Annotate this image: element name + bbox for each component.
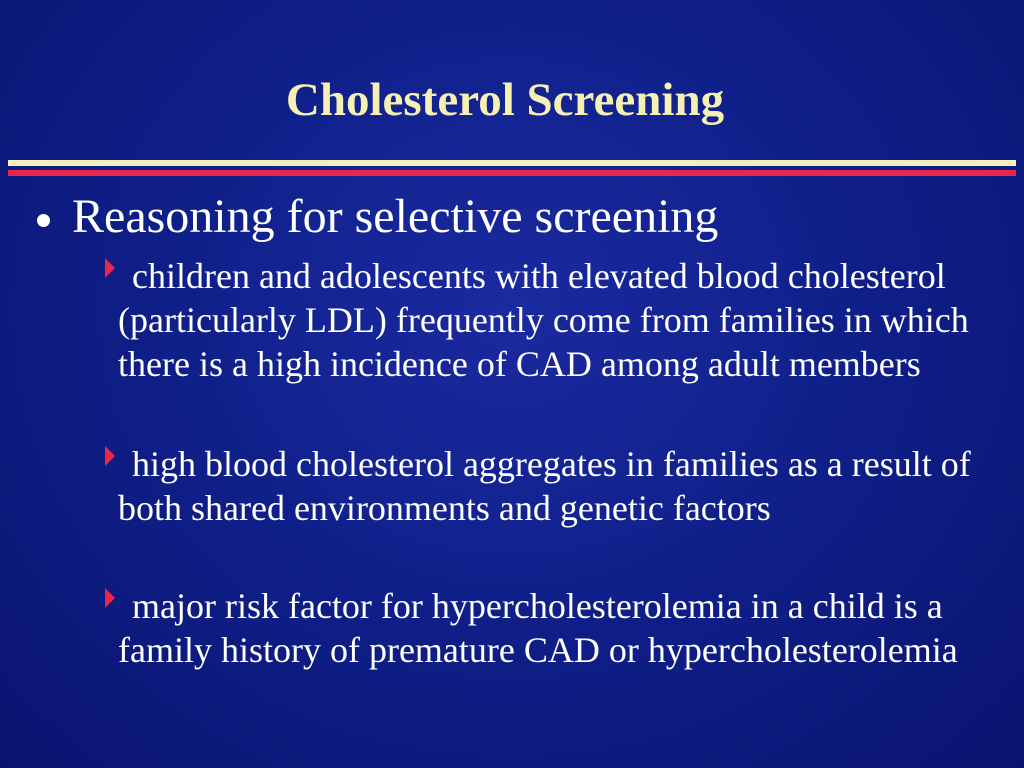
bullet-dot-icon: [37, 214, 50, 227]
title-divider-cream: [8, 160, 1016, 166]
sub-bullet-2: high blood cholesterol aggregates in families as a result of both shared environments and genetic factors: [118, 444, 971, 528]
sub-bullet-1: children and adolescents with elevated blood cholesterol (particularly LDL) frequently come from families in which there is a high incidence of CAD among adult members: [118, 256, 969, 384]
triangle-bullet-icon: [105, 258, 115, 278]
triangle-bullet-icon: [105, 446, 115, 466]
bullet-heading: Reasoning for selective screening: [72, 190, 719, 243]
triangle-bullet-icon: [105, 588, 115, 608]
slide-title: Cholesterol Screening: [285, 74, 725, 126]
title-divider-red: [8, 170, 1016, 176]
sub-bullet-3: major risk factor for hypercholesterolemia in a child is a family history of premature CAD or hypercholesterolemia: [118, 586, 958, 670]
